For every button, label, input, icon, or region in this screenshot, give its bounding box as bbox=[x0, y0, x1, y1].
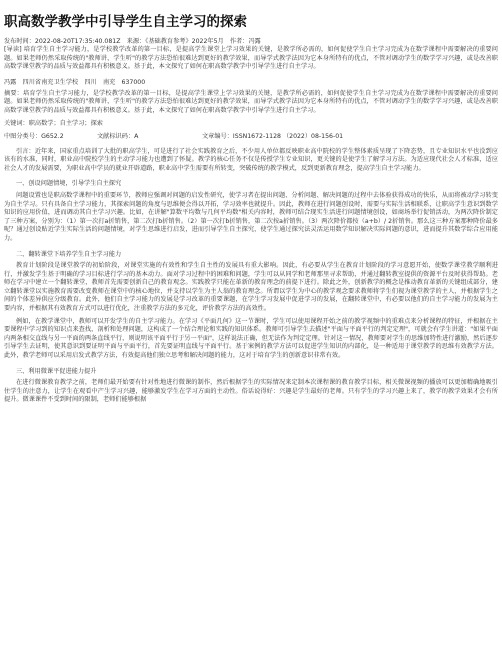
section-paragraph: 教育计划阶段是课堂教学的初始阶段，对课堂实施的有效性和学生自主性的发展具有重大影响。因此，有必要从学生在教育计划阶段的学习意愿开始，使数学课堂教学顺利进行，并激发学生基于明确的学习目标进行学习的基本动力。面对学习过程中的困难和问题，学生可以从同学和老师那里寻求帮助，并通过翻转教室提供的资源平台及时获得帮助。老师在学习中建立一个翻转课堂，教师首先需要创新自己的教育观念。实践教学只能在革新的教育理念的前提下进行。除此之外，创新教学的概念是推动教育革新的关键组成部分，建立翻转课堂以实施教育需要改变教师在课堂中的核心地位，并支持以学生为主人翁的教育理念。所谓以学生为中心的教学观念要求教师将学生们视为课堂教学的主人，并根据学生之间的个体差异供应分级教育。此外，他们自主学习能力的发展是学习改革的重要课题，在学生学习发展中促进学习的发展，在翻转课堂中，有必要以他们的自主学习能力的发展为主要内容，并根据其有效教育方式可以进行优化，注重教学方法的多元化，评价教学方法的高效性。 bbox=[4, 262, 498, 313]
clc-number: 中图分类号：G652.2 bbox=[4, 132, 64, 140]
section-paragraph: 在进行微课教育教学之前，老师们最开始要有针对性地进行微课的制作，然后根据学生的实际情况来定制本次课程课的教育教学目标，相关微课视频的播放可以更加精确地吸引住学生的注意力，让学生在观看中产生学习兴趣，能够激发学生在学习方面的主动性。俗话说得好：兴趣是学生最好的老师。只有学生的学习兴趣上来了，教学的教学效果才会有所提升。微课课件不受到时间的限制，老师们能够根据 bbox=[4, 379, 498, 404]
section-paragraph: 例如，在教学课堂中，教师可以开发学生的自主学习能力。在学习《平面几何》这一节课时，学生可以使用课程开始之前的教学视频中的重难点来分析课程的特征，并根据在主要课程中学习到的知识点来查找，剖析和处理问题，这构成了一个结合理论和实践的知识体系。教师可引导学生去描述"平面与平面平行的判定定理"，可就会有学生讲道："如果平面内两条相交直线与另一平面的两条直线平行，则说明该平面平行于另一平面"，这样说法正确，但无法作为判定定理。针对这一情况，教师要对学生的思维加特性进行激励，然后逐步引导学生去证明，使其意识到要证明平面与平面平行，首先要证明直线与平面平行。基于案例的教学方法可以促进学生知识的内部化，是一种适用于课堂教学的思维有效教学方法。此外，教学老师可以采用启发式教学方法，有效提高他们独立思考和解决问题的能力，这对于培育学生的创新意识非常有效。 bbox=[4, 317, 498, 360]
article-title: 职高数学教学中引导学生自主学习的探索 bbox=[4, 14, 247, 30]
author-affiliation: 冯露 四川省南充卫生学校 四川 南充 637000 bbox=[4, 78, 146, 86]
doc-code: 文献标识码：A bbox=[97, 132, 139, 140]
section-heading: 一、创设问题情境，引导学生自主探究 bbox=[16, 180, 122, 188]
section-heading: 二、翻转课堂下培养学生自主学习能力 bbox=[16, 250, 122, 258]
intro-paragraph: 引言：近年来，国家重点培训了大批的职高学生，可是进行了社会实践教育之后，不少用人单位都反映职业高中院校的学生整体素质呈现了下降态势，且专业知识水平也没到应该有的水准，同时，职业高中院校学生的主动学习能力也遭到了怀疑。教学的核心任务不仅是传授学生专业知识，更关键的是使学生了解学习方法。为适应现代社会人才标准，适应社会人才的发展需要，为职业高中学员的就业开辟道路，职业高中学生需要有所转变，突破传统的教学模式，反到更新教育理念，提高学生自主学习能力。 bbox=[4, 147, 498, 172]
lead-summary: [导读] 培育学生自主学习能力，是学校教学改革的第一目标，是提高学生课堂上学习效果的关键，是教学所必需的，如何促使学生自主学习完成为在数学课程中需要解决的重要问题。如果老师仍然采取传统的"教师讲，学生听"的教学方法恐怕很难达到更好的教学效果，而导学式教学法因为它本身所特有的优点，不管对调动学生的数学学习兴趣，或是改善职高数学课堂教学的品质与效益都具有积极意义。基于此，本文探究了如何在职高数学教学中引导学生进行自主学习。 bbox=[4, 46, 498, 71]
abstract: 摘要：培育学生自主学习能力，是学校教学改革的第一目标，是提高学生课堂上学习效果的关键，是教学所必需的，如何促使学生自主学习完成为在数学课程中需要解决的重要问题。如果老师仍然采取传统的"教师讲，学生听"的教学方法恐怕很难达到更好的教学效果，而导学式教学法因为它本身所特有的优点，不管对调动学生的数学学习兴趣，或是改善职高数学课堂教学的品质与效益都具有积极意义。基于此，本文探究了如何在职高数学教学中引导学生进行自主学习。 bbox=[4, 89, 498, 114]
section-paragraph: 问题设置也是职高数学课程中的重要环节，教师应强调对问题的启发性研究，使学习者在提出问题、分析问题、解决问题的过程中去体验获得成功的快乐，从而将被动学习转变为自主学习。只有具备自主学习能力，其探索问题的角度与思维便会得以开拓，学习效率也就提升。因此，教师在进行问题创设时，需要与实际生活相联系，让职高学生意识到数学知识的应用价值，进而调动其自主学习兴趣。比如，在讲解"算数平均数与几何平均数"相关内容时，教师可结合现实生活进行问题情境创设，如商场举行促销活动，为两次降价制定了三种方案，分别为：（1）第一次打a折销售，第二次打b折销售。（2）第一次打b折销售，第二次按a折销售。（3）两次降价都按（a+b）/ 2折销售。那么这三种方案那种降价最多呢？通过创设贴近学生实际生活的问题情境，对学生思维进行启发，进而引导学生自主探究，使学生通过探究法灵活运用数学知识解决实际问题的意识，进而提升其数学综合应用能力。 bbox=[4, 191, 498, 242]
keywords: 关键词：职高数学；自主学习；探索 bbox=[4, 119, 103, 127]
article-number: 文章编号：ISSN1672-1128 （2022）08-156-01 bbox=[202, 132, 344, 140]
classification-row bbox=[4, 133, 498, 141]
section-heading: 三、利用微课平促进能力提升 bbox=[16, 367, 97, 375]
publish-meta: 发布时间：2022-08-20T17:35:40.081Z 来源：《基础教育参考》2022年5月 作者：冯露 bbox=[4, 38, 261, 45]
